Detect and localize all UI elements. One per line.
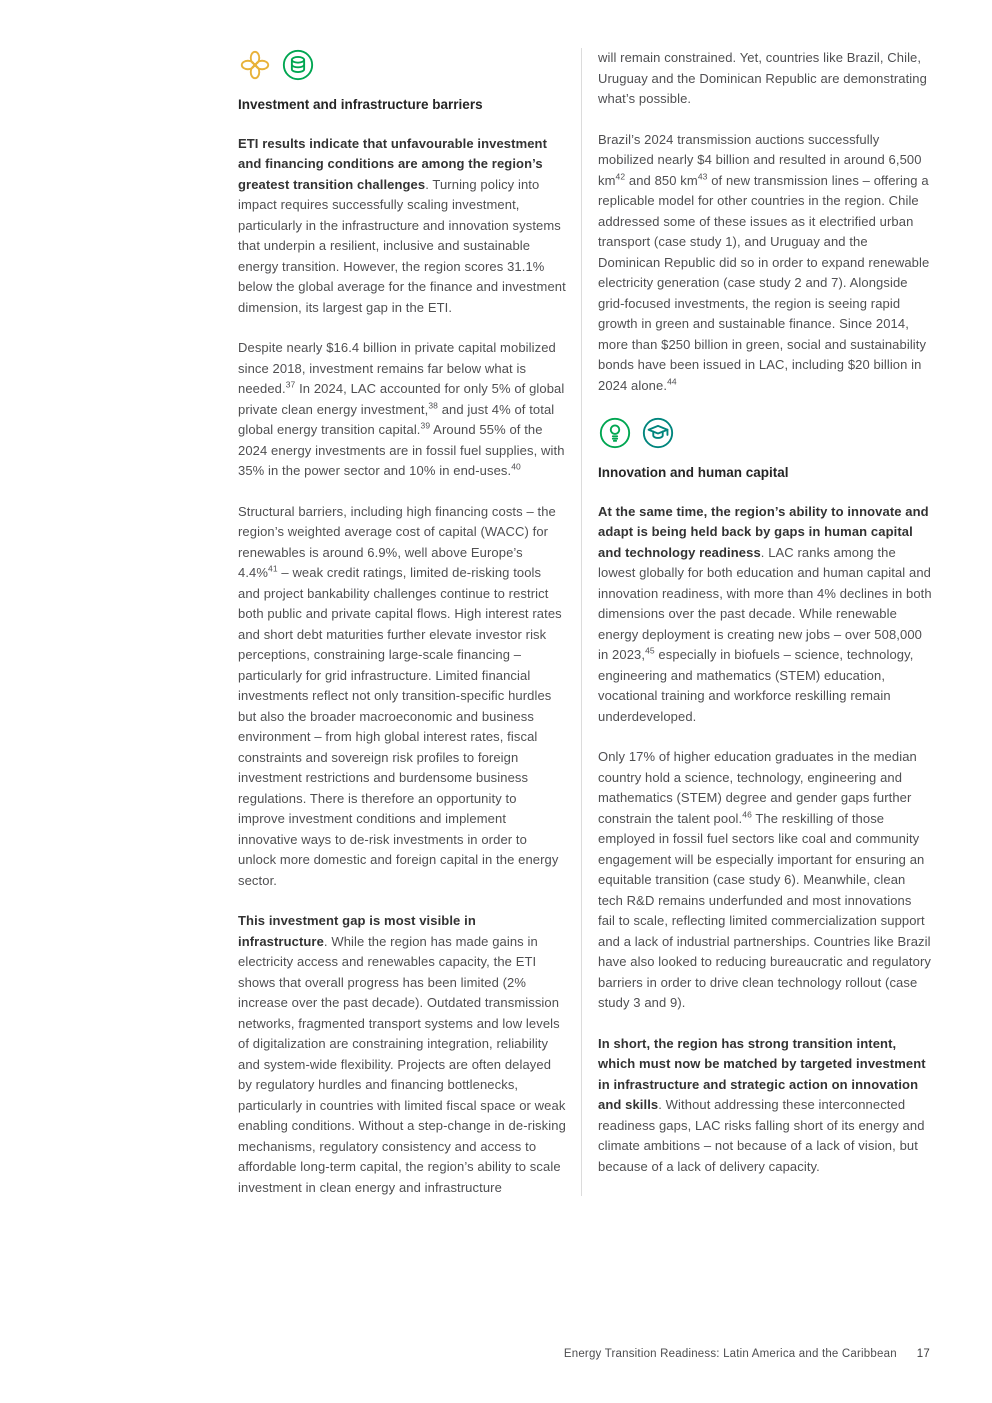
section-heading: Innovation and human capital <box>598 465 789 480</box>
paragraph <box>238 911 566 1198</box>
footer-page-number: 17 <box>916 1348 930 1360</box>
footnote-reference: 46 <box>742 809 752 820</box>
paragraph <box>598 747 932 1014</box>
page-footer <box>0 1348 930 1360</box>
paragraph <box>238 134 566 319</box>
paragraph <box>238 338 566 482</box>
text-run: . LAC ranks among the lowest globally for both education and human capital and innovation readiness, with more than 4% declines in both dimensions over the past decade. While renewable energy deployment is creating new jobs – over 508,000 in 2023, <box>598 544 932 663</box>
bold-text-run: This investment gap is most visible in infrastructure <box>238 913 476 949</box>
text-run: Only 17% of higher education graduates in the median country hold a science, technology, engineering and mathematics (STEM) degree and gender gaps further constrain the talent pool. <box>598 749 917 826</box>
text-run: Around 55% of the 2024 energy investments are in fossil fuel supplies, with 35% in the power sector and 10% in end-uses. <box>238 422 565 479</box>
column-divider <box>581 48 582 1196</box>
footnote-reference: 39 <box>420 420 431 431</box>
paragraph <box>598 48 932 110</box>
paragraph <box>598 502 932 728</box>
paragraph <box>598 130 932 397</box>
footnote-reference: 41 <box>268 563 278 574</box>
footnote-reference: 37 <box>285 379 296 390</box>
paragraph <box>238 502 566 892</box>
text-run: Despite nearly $16.4 billion in private capital mobilized since 2018, investment remains far below what is needed. <box>238 340 556 397</box>
text-run: – weak credit ratings, limited de-risking tools and project bankability challenges continue to restrict both public and private capital flows. High interest rates and short debt maturities further elevate investor risk perceptions, constraining large-scale financing – particularly for grid infrastructure. Limited financial investments reflect not only transition-specific hurdles but also the broader macroeconomic and business environment – from high global interest rates, fiscal constraints and sovereign risk profiles to foreign investment restrictions and burdensome business regulations. There is therefore an opportunity to improve investment conditions and implement innovative ways to de-risk investments in order to unlock more domestic and foreign capital in the energy sector. <box>238 565 562 888</box>
footer-report-title: Energy Transition Readiness: Latin America and the Caribbean <box>563 1348 897 1360</box>
column-right <box>598 48 932 1197</box>
finance-flower-icon <box>238 48 272 82</box>
text-run: . Turning policy into impact requires successfully scaling investment, particularly in the infrastructure and innovation systems that underpin a resilient, inclusive and sustainable energy transition. However, the region scores 31.1% below the global average for the finance and investment dimension, its largest gap in the ETI. <box>238 176 566 315</box>
text-run: and just 4% of total global energy transition capital. <box>238 401 555 438</box>
footnote-reference: 44 <box>667 376 677 387</box>
column-left <box>238 48 566 1218</box>
human-capital-graduation-icon <box>641 416 675 450</box>
footnote-reference: 42 <box>615 171 626 182</box>
text-run: will remain constrained. Yet, countries like Brazil, Chile, Uruguay and the Dominican Republic are demonstrating what’s possible. <box>598 50 927 106</box>
infrastructure-coins-icon <box>281 48 315 82</box>
text-run: and 850 km <box>625 172 698 188</box>
section-heading: Investment and infrastructure barriers <box>238 97 483 112</box>
section-icons <box>238 48 566 82</box>
text-run: The reskilling of those employed in fossil fuel sectors like coal and community engagement will be especially important for ensuring an equitable transition (case study 6). Meanwhile, clean tech R&D remains underfunded and most innovations fail to scale, reflecting limited commercialization support and a lack of industrial partnerships. Countries like Brazil have also looked to reducing bureaucratic and regulatory barriers in order to drive clean technology rollout (case study 3 and 9). <box>598 810 931 1011</box>
paragraph <box>598 1034 932 1178</box>
footnote-reference: 38 <box>428 400 439 411</box>
footnote-reference: 45 <box>645 645 655 656</box>
text-run: Structural barriers, including high financing costs – the region’s weighted average cost of capital (WACC) for renewables is around 6.9%, well above Europe’s 4.4% <box>238 503 556 581</box>
footnote-reference: 40 <box>511 461 521 472</box>
text-run: especially in biofuels – science, technology, engineering and mathematics (STEM) education, vocational training and workforce reskilling remain underdeveloped. <box>598 647 914 724</box>
footnote-reference: 43 <box>697 171 708 182</box>
section-icons <box>598 416 932 450</box>
text-run: . While the region has made gains in electricity access and renewables capacity, the ETI shows that overall progress has been limited (2% increase over the past decade). Outdated transmission networks, fragmented transport systems and low levels of digitalization are constraining integration, reliability and system-wide flexibility. Projects are often delayed by regulatory hurdles and financing bottlenecks, particularly in countries with limited fiscal space or weak enabling conditions. Without a step-change in de-risking mechanisms, regulatory consistency and access to affordable long-term capital, the region’s ability to scale investment in clean energy and infrastructure <box>238 933 566 1195</box>
text-run: Brazil’s 2024 transmission auctions successfully mobilized nearly $4 billion and resulted in around 6,500 km <box>598 131 922 188</box>
bold-text-run: In short, the region has strong transition intent, which must now be matched by targeted investment in infrastructure and strategic action on innovation and skills <box>598 1035 926 1113</box>
bold-text-run: ETI results indicate that unfavourable investment and financing conditions are among the region’s greatest transition challenges <box>238 135 548 192</box>
innovation-lightbulb-icon <box>598 416 632 450</box>
text-run: . Without addressing these interconnected readiness gaps, LAC risks falling short of its energy and climate ambitions – not because of a lack of vision, but because of a lack of delivery capacity. <box>598 1097 925 1174</box>
text-run: In 2024, LAC accounted for only 5% of global private clean energy investment, <box>238 381 565 417</box>
text-run: of new transmission lines – offering a replicable model for other countries in the region. Chile addressed some of these issues as it electrified urban transport (case study 1), and Uruguay and the Dominican Republic did so in order to expand renewable electricity generation (case study 2 and 7). Alongside grid-focused investments, the region is seeing rapid growth in green and sustainable finance. Since 2014, more than $250 billion in green, social and sustainability bonds have been issued in LAC, including $20 billion in 2024 alone. <box>598 172 930 393</box>
bold-text-run: At the same time, the region’s ability to innovate and adapt is being held back by gaps in human capital and technology readiness <box>598 503 929 560</box>
